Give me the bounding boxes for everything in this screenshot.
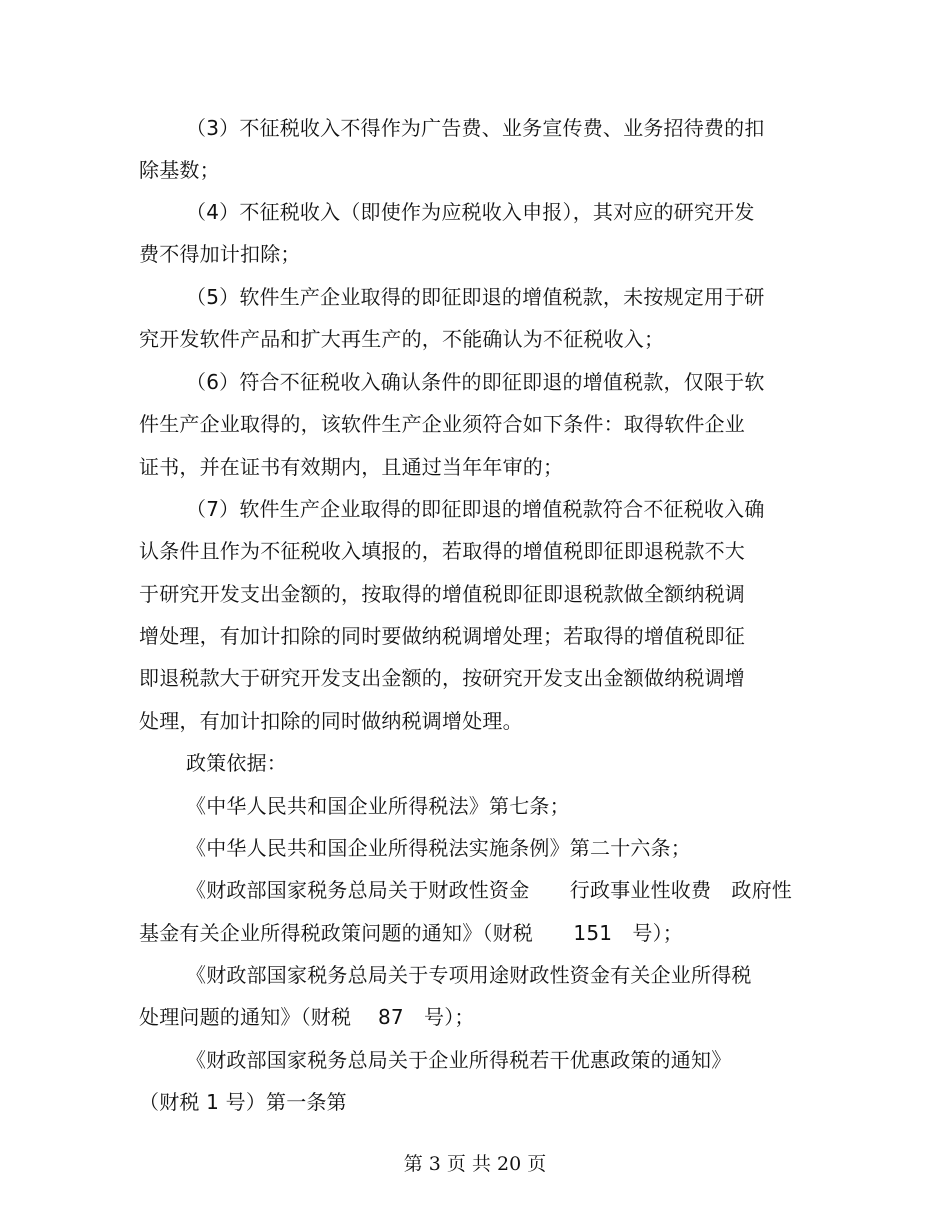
- paragraph-line: （4）不征税收入（即使作为应税收入申报），其对应的研究开发: [186, 200, 755, 224]
- citation-line: 《财政部国家税务总局关于专项用途财政性资金有关企业所得税: [186, 963, 752, 987]
- paragraph-line: （5）软件生产企业取得的即征即退的增值税款，未按规定用于研: [186, 285, 765, 309]
- paragraph-line: （3）不征税收入不得作为广告费、业务宣传费、业务招待费的扣: [186, 116, 765, 140]
- section-heading: 政策依据：: [186, 751, 287, 775]
- paragraph-line: （7）软件生产企业取得的即征即退的增值税款符合不征税收入确: [186, 497, 765, 521]
- paragraph-line: 证书，并在证书有效期内，且通过当年年审的；: [139, 455, 564, 479]
- paragraph-line: （6）符合不征税收入确认条件的即征即退的增值税款，仅限于软: [186, 370, 765, 394]
- paragraph-line: 于研究开发支出金额的，按取得的增值税即征即退税款做全额纳税调: [139, 582, 745, 606]
- paragraph-line: 费不得加计扣除；: [139, 242, 301, 266]
- citation-line: 《财政部国家税务总局关于财政性资金 行政事业性收费 政府性: [186, 878, 792, 902]
- page-number-footer: 第 3 页 共 20 页: [403, 1153, 547, 1175]
- citation-line: 《财政部国家税务总局关于企业所得税若干优惠政策的通知》: [186, 1048, 732, 1072]
- paragraph-line: 认条件且作为不征税收入填报的，若取得的增值税即征即退税款不大: [139, 539, 745, 563]
- citation-line: 处理问题的通知》（财税 87 号）；: [139, 1005, 475, 1029]
- paragraph-line: 处理，有加计扣除的同时做纳税调增处理。: [139, 709, 523, 733]
- citation-line: 基金有关企业所得税政策问题的通知》（财税 151 号）；: [139, 921, 683, 945]
- paragraph-line: 究开发软件产品和扩大再生产的，不能确认为不征税收入；: [139, 327, 665, 351]
- paragraph-line: 增处理，有加计扣除的同时要做纳税调增处理；若取得的增值税即征: [139, 624, 745, 648]
- citation-line: 《中华人民共和国企业所得税法》第七条；: [186, 794, 570, 818]
- paragraph-line: 除基数；: [139, 158, 220, 182]
- paragraph-line: 件生产企业取得的，该软件生产企业须符合如下条件：取得软件企业: [139, 412, 745, 436]
- paragraph-line: 即退税款大于研究开发支出金额的，按研究开发支出金额做纳税调增: [139, 666, 745, 690]
- citation-line: （财税 1 号）第一条第: [139, 1090, 347, 1114]
- citation-line: 《中华人民共和国企业所得税法实施条例》第二十六条；: [186, 836, 691, 860]
